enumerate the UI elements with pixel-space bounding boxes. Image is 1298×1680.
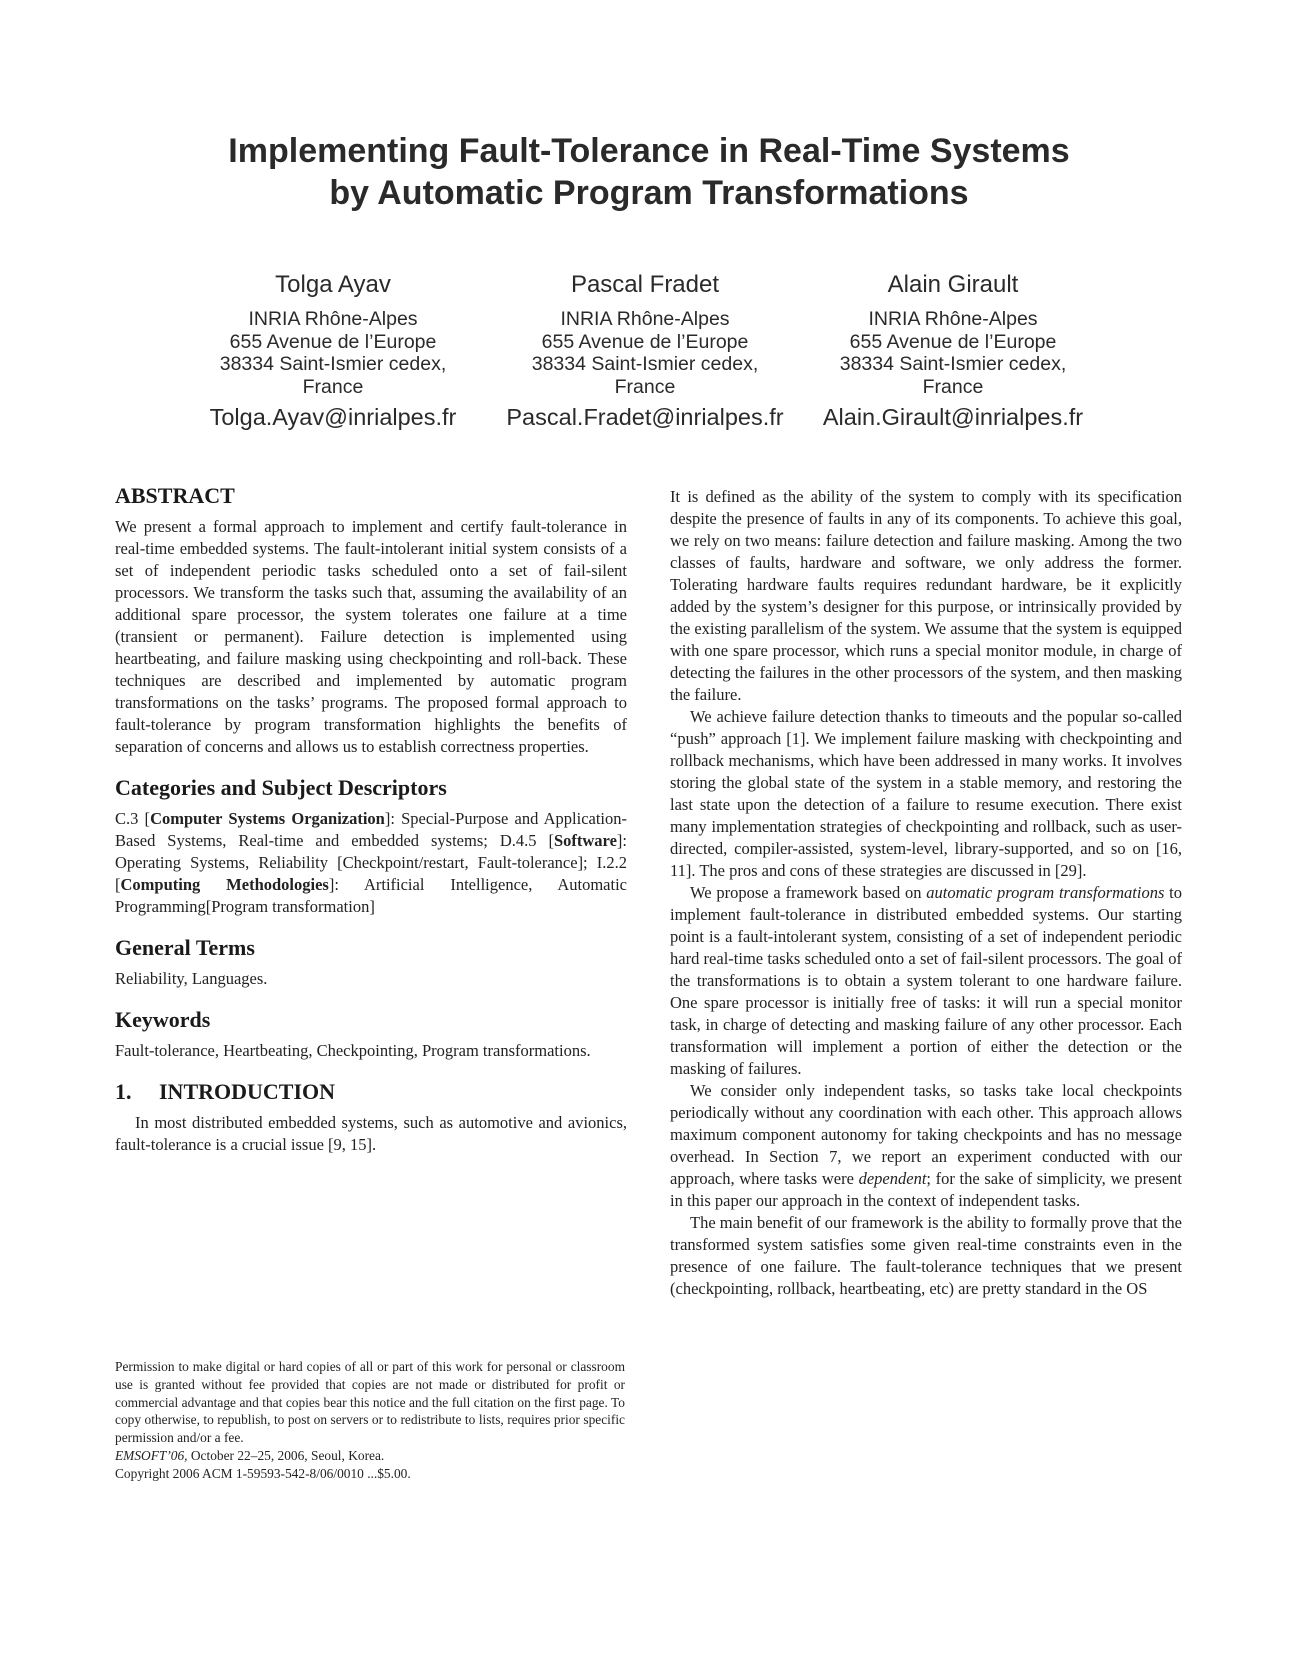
author-country: France [302, 375, 364, 398]
copyright-footnote [115, 1358, 625, 1483]
paper-title [100, 130, 1198, 214]
section-title: INTRODUCTION [159, 1079, 336, 1104]
conference-line: EMSOFT’06, October 22–25, 2006, Seoul, Korea. [115, 1447, 385, 1463]
introduction-heading [115, 1078, 627, 1106]
general-terms-text: Reliability, Languages. [115, 969, 268, 988]
author-name: Tolga Ayav [275, 271, 391, 298]
author-email: Tolga.Ayav@inrialpes.fr [209, 404, 457, 430]
body-paragraph: We achieve failure detection thanks to timeouts and the popular so-called “push” approach [1]. We implement failure masking with checkpointing and rollback mechanisms, which have been addressed in many works. It involves storing the global state of the system in a stable memory, and restoring the last state upon the detection of a failure to resume execution. There exist many implementation strategies of checkpointing and rollback, such as user-directed, compiler-assisted, system-level, library-supported, and so on [16, 11]. The pros and cons of these strategies are discussed in [29]. [670, 707, 1182, 880]
abstract-heading: ABSTRACT [115, 483, 235, 508]
introduction-paragraph: In most distributed embedded systems, such as automotive and avionics, fault-tolerance is a crucial issue [9, 15]. [115, 1113, 627, 1154]
keywords-heading: Keywords [115, 1007, 211, 1032]
author-country: France [922, 375, 984, 398]
body-paragraph: The main benefit of our framework is the ability to formally prove that the transformed system satisfies some given real-time constraints even in the presence of one failure. The fault-tolerance techniques that we present (checkpointing, rollback, heartbeating, etc) are pretty standard in the OS [670, 1213, 1182, 1298]
author-affiliation: INRIA Rhône-Alpes [248, 308, 418, 330]
author-city: 38334 Saint-Ismier cedex, [531, 353, 759, 375]
copyright-line: Copyright 2006 ACM 1-59593-542-8/06/0010 ...$5.00. [115, 1465, 411, 1481]
author-city: 38334 Saint-Ismier cedex, [839, 353, 1067, 375]
author-address: 655 Avenue de l’Europe [229, 330, 437, 353]
body-paragraph: We consider only independent tasks, so tasks take local checkpoints periodically without any coordination with each other. This approach allows maximum component autonomy for taking checkpoints and has no message overhead. In Section 7, we report an experiment conducted with our approach, where tasks were dependent; for the sake of simplicity, we present in this paper our approach in the context of independent tasks. [670, 1081, 1182, 1210]
general-terms-heading: General Terms [115, 935, 255, 960]
author-email: Pascal.Fradet@inrialpes.fr [506, 404, 784, 430]
author-city: 38334 Saint-Ismier cedex, [219, 353, 447, 375]
right-column [670, 486, 1182, 1300]
body-paragraph: We propose a framework based on automatic program transformations to implement fault-tolerance in distributed embedded systems. Our starting point is a fault-intolerant system, consisting of a set of independent periodic hard real-time tasks scheduled onto a set of fail-silent processors. The goal of the transformations is to obtain a system tolerant to one hardware failure. One spare processor is initially free of tasks: it will run a special monitor task, in charge of detecting and masking failure of any other processor. Each transformation will implement a portion of either the detection or the masking of failures. [670, 883, 1183, 1078]
author-name: Pascal Fradet [570, 271, 720, 298]
body-paragraph: It is defined as the ability of the system to comply with its specification despite the presence of faults in any of its components. To achieve this goal, we rely on two means: failure detection and failure masking. Among the two classes of faults, hardware and software, we only address the former. Tolerating hardware faults requires redundant hardware, be it explicitly added by the system’s designer for this purpose, or intrinsically provided by the existing parallelism of the system. We assume that the system is equipped with one spare processor, which runs a special monitor module, in charge of detecting the failures in the other processors of the system, and then masking the failure. [670, 487, 1182, 704]
author-address: 655 Avenue de l’Europe [849, 330, 1057, 353]
categories-heading: Categories and Subject Descriptors [115, 775, 447, 800]
permission-notice: Permission to make digital or hard copies of all or part of this work for personal or classroom use is granted without fee provided that copies are not made or distributed for profit or commercial advantage and that copies bear this notice and the full citation on the first page. To copy otherwise, to republish, to post on servers or to redistribute to lists, requires prior specific permission and/or a fee. [115, 1359, 625, 1446]
section-number: 1. [115, 1079, 132, 1104]
author-affiliation: INRIA Rhône-Alpes [560, 308, 730, 330]
left-column [115, 482, 627, 1156]
author-country: France [614, 375, 676, 398]
author-email: Alain.Girault@inrialpes.fr [822, 404, 1084, 430]
abstract-text: We present a formal approach to implement and certify fault-tolerance in real-time embedded systems. The fault-intolerant initial system consists of a set of independent periodic tasks scheduled onto a set of fail-silent processors. We transform the tasks such that, assuming the availability of an additional spare processor, the system tolerates one failure at a time (transient or permanent). Failure detection is implemented using heartbeating, and failure masking using checkpointing and roll-back. These techniques are described and implemented by automatic program transformations on the tasks’ programs. The proposed formal approach to fault-tolerance by program transformation highlights the benefits of separation of concerns and allows us to establish correctness properties. [115, 517, 627, 756]
keywords-text: Fault-tolerance, Heartbeating, Checkpointing, Program transformations. [115, 1041, 591, 1060]
author-block [798, 270, 1108, 432]
author-address: 655 Avenue de l’Europe [541, 330, 749, 353]
author-affiliation: INRIA Rhône-Alpes [868, 308, 1038, 330]
title-line-2: by Automatic Program Transformations [329, 174, 969, 212]
author-name: Alain Girault [887, 271, 1019, 298]
author-block [178, 270, 488, 432]
categories-text: C.3 [Computer Systems Organization]: Special-Purpose and Application-Based Systems, Real-time and embedded systems; D.4.5 [Software]: Operating Systems, Reliability [Checkpoint/restart, Fault-tolerance]; I.2.2 [Computing Methodologies]: Artificial Intelligence, Automatic Programming[Program transformation] [115, 809, 628, 916]
author-block [490, 270, 800, 432]
title-line-1: Implementing Fault-Tolerance in Real-Time Systems [228, 132, 1070, 170]
